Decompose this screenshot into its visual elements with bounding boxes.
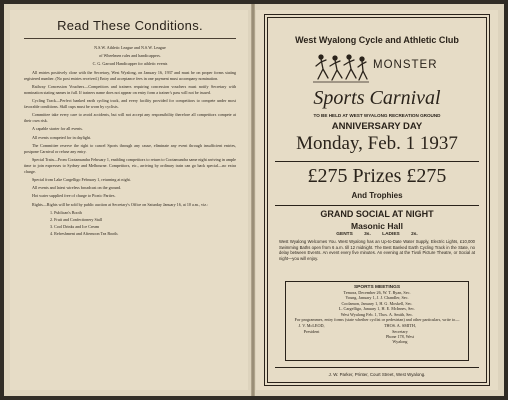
condition-paragraph: All events competed for in daylight.	[32, 134, 92, 140]
booklet-spread	[4, 4, 504, 396]
condition-paragraph: Rights—Rights will be sold by public auction at Secretary's Office on Saturday January 16, at 10 a.m., viz.:	[32, 201, 209, 207]
monster-heading: MONSTER	[373, 59, 438, 71]
secretary-name: THOS. A. SMITH,	[383, 323, 416, 329]
condition-paragraph: Cycling Track—Perfect banked earth cycling track, and every facility provided for competitors to compete under most favorable conditions. Skill cups must be worn by cyclists.	[24, 97, 236, 109]
condition-paragraph: All events and latest wireless broadcast on the ground.	[32, 185, 122, 191]
secretary-title: Secretary	[392, 328, 408, 334]
admission-fees	[265, 232, 489, 237]
runners-illustration	[311, 49, 371, 85]
meetings-list	[292, 290, 462, 322]
secretary-phone: Phone 178, West Wyalong	[385, 333, 415, 345]
gents-fee: GENTS 3s.	[336, 232, 371, 237]
event-title: Sports Carnival	[313, 87, 441, 109]
conditions-body	[24, 45, 236, 237]
president-block	[292, 323, 374, 344]
hall-name: Masonic Hall	[351, 221, 403, 231]
meeting-item: Temora, December 26, W. T. Ryan, Sec.	[343, 290, 411, 295]
club-name: West Wyalong Cycle and Athletic Club	[295, 35, 459, 45]
meeting-item: West Wyalong Feb. 1, Thos. A. Smith, Sec.	[340, 311, 414, 317]
condition-paragraph: All entries positively close with the Secretary, West Wyalong, on January 16, 1937 and must be on proper forms stating registered number. (No post entries received.) Entry and acceptance fees in one payment must accompany nomination.	[24, 69, 236, 81]
rights-item: 2. Fruit and Confectionery Stall	[50, 216, 102, 222]
rights-item: 3. Cool Drinks and Ice Cream	[50, 223, 100, 229]
trophies-line: And Trophies	[351, 191, 403, 200]
meeting-item: Young, January 1, J. J. Chandler, Sec.	[345, 295, 409, 301]
venue-line: TO BE HELD AT WEST WYALONG RECREATION GROUND	[313, 113, 441, 118]
condition-paragraph: Hot water supplied free of charge to Picnic Parties.	[32, 193, 116, 199]
prize-heading: £275 Prizes £275	[307, 165, 447, 187]
intro-line: of Wheelmen rules and handicappers.	[99, 53, 161, 59]
president-name: J. V. McLEOD,	[298, 323, 325, 329]
page-gutter	[251, 4, 255, 396]
meeting-item: Coolamon, January 1, H. G. Moskell, Sec.	[341, 300, 413, 306]
left-page	[10, 10, 248, 390]
meetings-box	[285, 281, 469, 361]
divider	[275, 205, 479, 206]
condition-paragraph: Railway Concession Vouchers—Competitors and trainers requiring concession vouchers must notify Secretary with nomination stating names in full. If trainers name does not appear on entry form a trainer's pass will not be issued.	[24, 83, 236, 95]
meeting-item: L. Cargelligo, January 1, H. E. McInnes, Sec.	[338, 306, 416, 312]
rights-item: 4. Refreshment and Afternoon Tea Booth.	[50, 230, 119, 236]
welcome-text: West Wyalong Welcomes You. West Wyalong has an Up-to-Date Water Supply, Electric Lights, £10,000 Swimming Baths open from 6 a.m. till 12 midnight. The Best Banked Earth Cycling Track in the State, no delay between Events. An event every five minutes. An evening at the Tivoli Picture Theatre, or Social at night—you will enjoy.	[279, 239, 475, 261]
poster-frame	[264, 14, 490, 386]
intro-line: C. G. Garrard Handicapper for athletic events	[92, 61, 168, 67]
anniversary-heading: ANNIVERSARY DAY	[331, 121, 423, 132]
condition-paragraph: A capable starter for all events.	[32, 126, 83, 132]
condition-paragraph: Committee take every care to avoid accidents, but will not accept any responsibility therefore all competitors compete at their own risk.	[24, 112, 236, 124]
signatories	[292, 323, 462, 344]
printer-imprint: J. W. Parker, Printer, Court Street, West Wyalong.	[275, 367, 479, 377]
programme-note: For programmes, entry forms (state whether cyclist or pedestrian) and other particulars, write to—	[294, 317, 460, 323]
divider	[275, 161, 479, 162]
condition-paragraph: Special from Lake Cargelligo February 1, returning at night.	[32, 177, 131, 183]
rights-list	[24, 210, 236, 237]
conditions-title: Read These Conditions.	[24, 16, 236, 39]
condition-paragraph: Special Train—From Cootamundra February 1, enabling competitors to return to Cootamundra same night arriving in ample time to join expresses to Sydney and Melbourne. Competitors, etc., arriving by ordinary train can go back special—no extra charge.	[24, 156, 236, 174]
rights-item: 1. Publican's Booth	[50, 209, 82, 215]
right-page	[256, 10, 498, 390]
social-title: GRAND SOCIAL AT NIGHT	[320, 209, 434, 219]
secretary-block	[380, 323, 462, 344]
condition-paragraph: The Committee reserve the right to cancel Sports through any cause, eliminate any event through insufficient entries, postpone Carnival or refuse any entry.	[24, 142, 236, 154]
meetings-title: SPORTS MEETINGS	[353, 285, 401, 290]
intro-line: N.S.W. Athletic League and N.S.W. League	[94, 45, 166, 50]
event-date: Monday, Feb. 1 1937	[296, 133, 458, 154]
president-title: President	[303, 328, 320, 334]
ladies-fee: LADIES 2s.	[382, 232, 418, 237]
